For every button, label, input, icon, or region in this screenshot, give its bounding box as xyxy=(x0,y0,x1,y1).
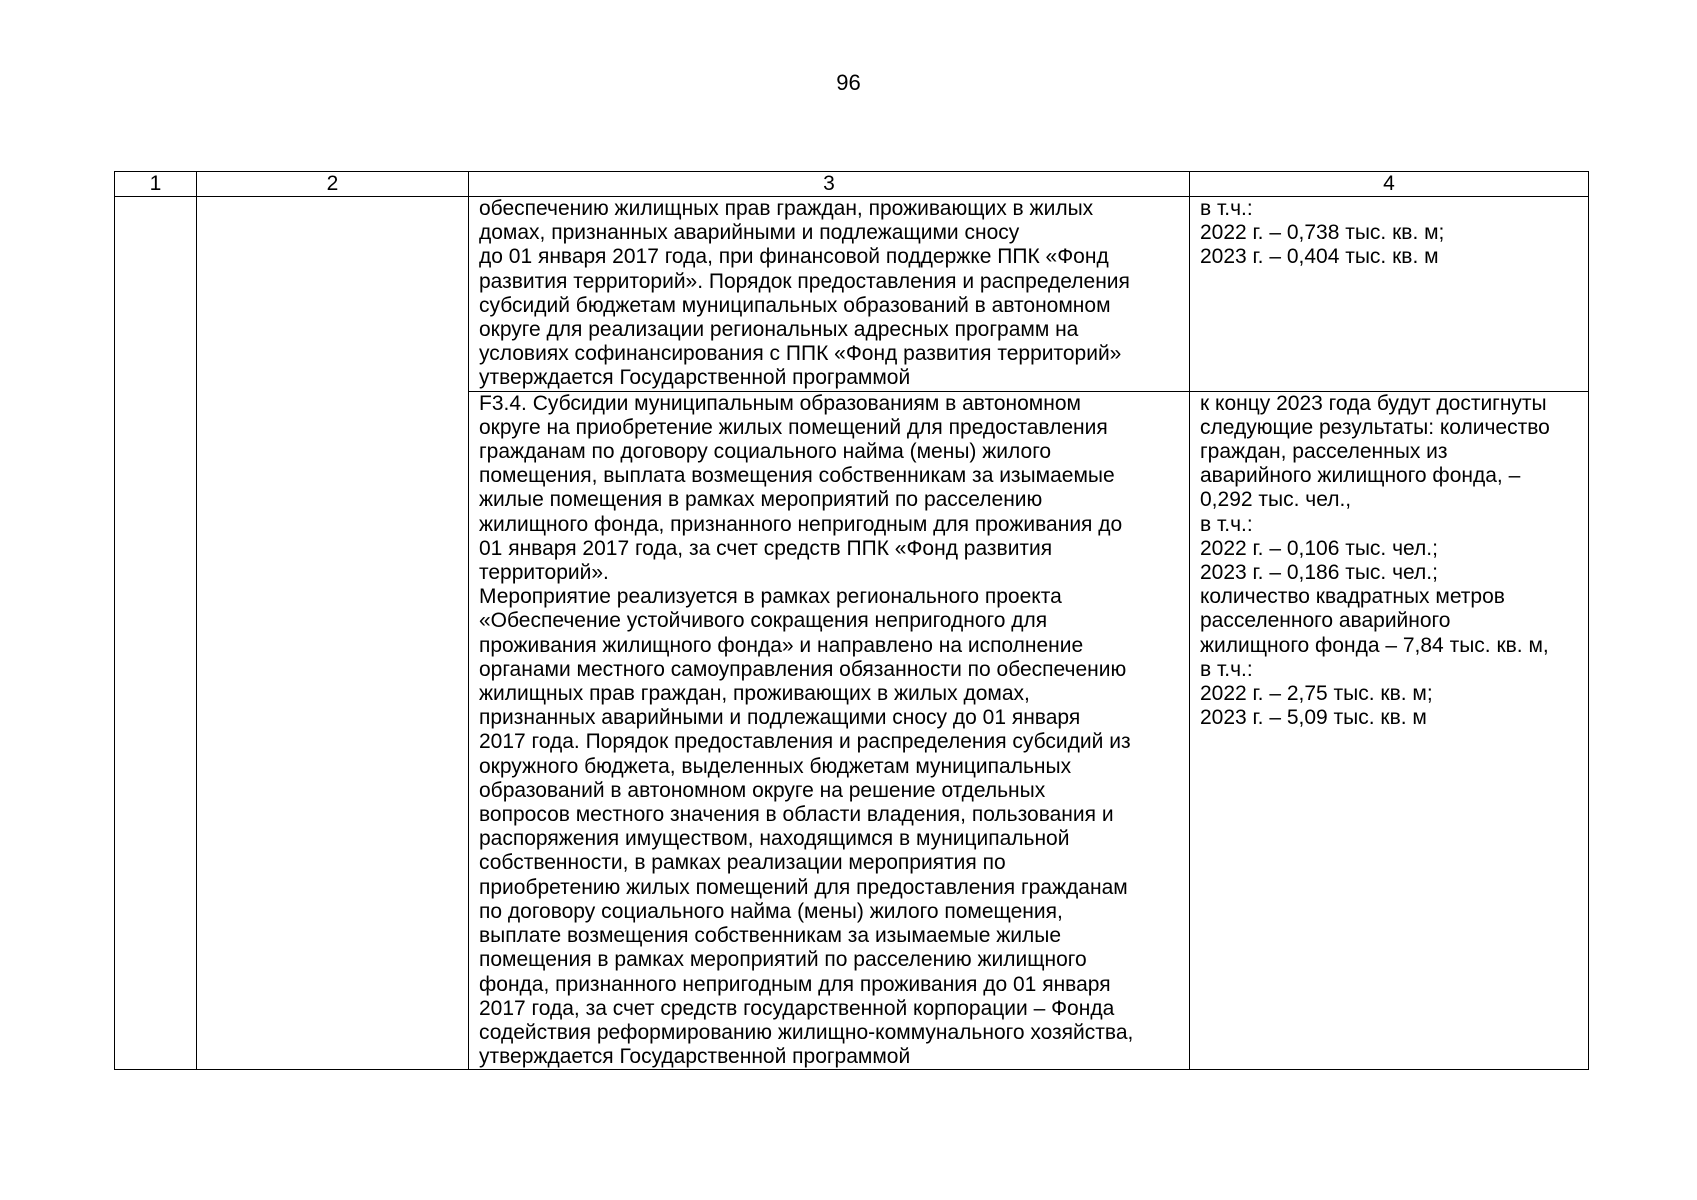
table-cell-results: в т.ч.: 2022 г. – 0,738 тыс. кв. м; 2023 г. – 0,404 тыс. кв. м xyxy=(1190,197,1589,392)
table-row xyxy=(115,197,1589,392)
column-header-3: 3 xyxy=(469,172,1190,197)
table-cell-results: к концу 2023 года будут достигнуты следующие результаты: количество граждан, расселенных из аварийного жилищного фонда, – 0,292 тыс. чел., в т.ч.: 2022 г. – 0,106 тыс. чел.; 2023 г. – 0,186 тыс. чел.; количество квадратных метров расселенного аварийного жилищного фонда – 7,84 тыс. кв. м, в т.ч.: 2022 г. – 2,75 тыс. кв. м; 2023 г. – 5,09 тыс. кв. м xyxy=(1190,391,1589,1070)
table-cell-col1 xyxy=(115,197,197,1070)
column-header-1: 1 xyxy=(115,172,197,197)
page-number: 96 xyxy=(836,70,861,95)
column-header-4: 4 xyxy=(1190,172,1589,197)
table-header-row xyxy=(115,172,1589,197)
document-table xyxy=(114,171,1589,1070)
table-cell-col2 xyxy=(197,197,469,1070)
table-cell-description: обеспечению жилищных прав граждан, проживающих в жилых домах, признанных аварийными и подлежащими сносу до 01 января 2017 года, при финансовой поддержке ППК «Фонд развития территорий». Порядок предоставления и распределения субсидий бюджетам муниципальных образований в автономном округе для реализации региональных адресных программ на условиях софинансирования с ППК «Фонд развития территорий» утверждается Государственной программой xyxy=(469,197,1190,392)
table-cell-description: F3.4. Субсидии муниципальным образованиям в автономном округе на приобретение жилых помещений для предоставления гражданам по договору социального найма (мены) жилого помещения, выплата возмещения собственникам за изымаемые жилые помещения в рамках мероприятий по расселению жилищного фонда, признанного непригодным для проживания до 01 января 2017 года, за счет средств ППК «Фонд развития территорий». Мероприятие реализуется в рамках регионального проекта «Обеспечение устойчивого сокращения непригодного для проживания жилищного фонда» и направлено на исполнение органами местного самоуправления обязанности по обеспечению жилищных прав граждан, проживающих в жилых домах, признанных аварийными и подлежащими сносу до 01 января 2017 года. Порядок предоставления и распределения субсидий из окружного бюджета, выделенных бюджетам муниципальных образований в автономном округе на решение отдельных вопросов местного значения в области владения, пользования и распоряжения имуществом, находящимся в муниципальной собственности, в рамках реализации мероприятия по приобретению жилых помещений для предоставления гражданам по договору социального найма (мены) жилого помещения, выплате возмещения собственникам за изымаемые жилые помещения в рамках мероприятий по расселению жилищного фонда, признанного непригодным для проживания до 01 января 2017 года, за счет средств государственной корпорации – Фонда содействия реформированию жилищно-коммунального хозяйства, утверждается Государственной программой xyxy=(469,391,1190,1070)
column-header-2: 2 xyxy=(197,172,469,197)
